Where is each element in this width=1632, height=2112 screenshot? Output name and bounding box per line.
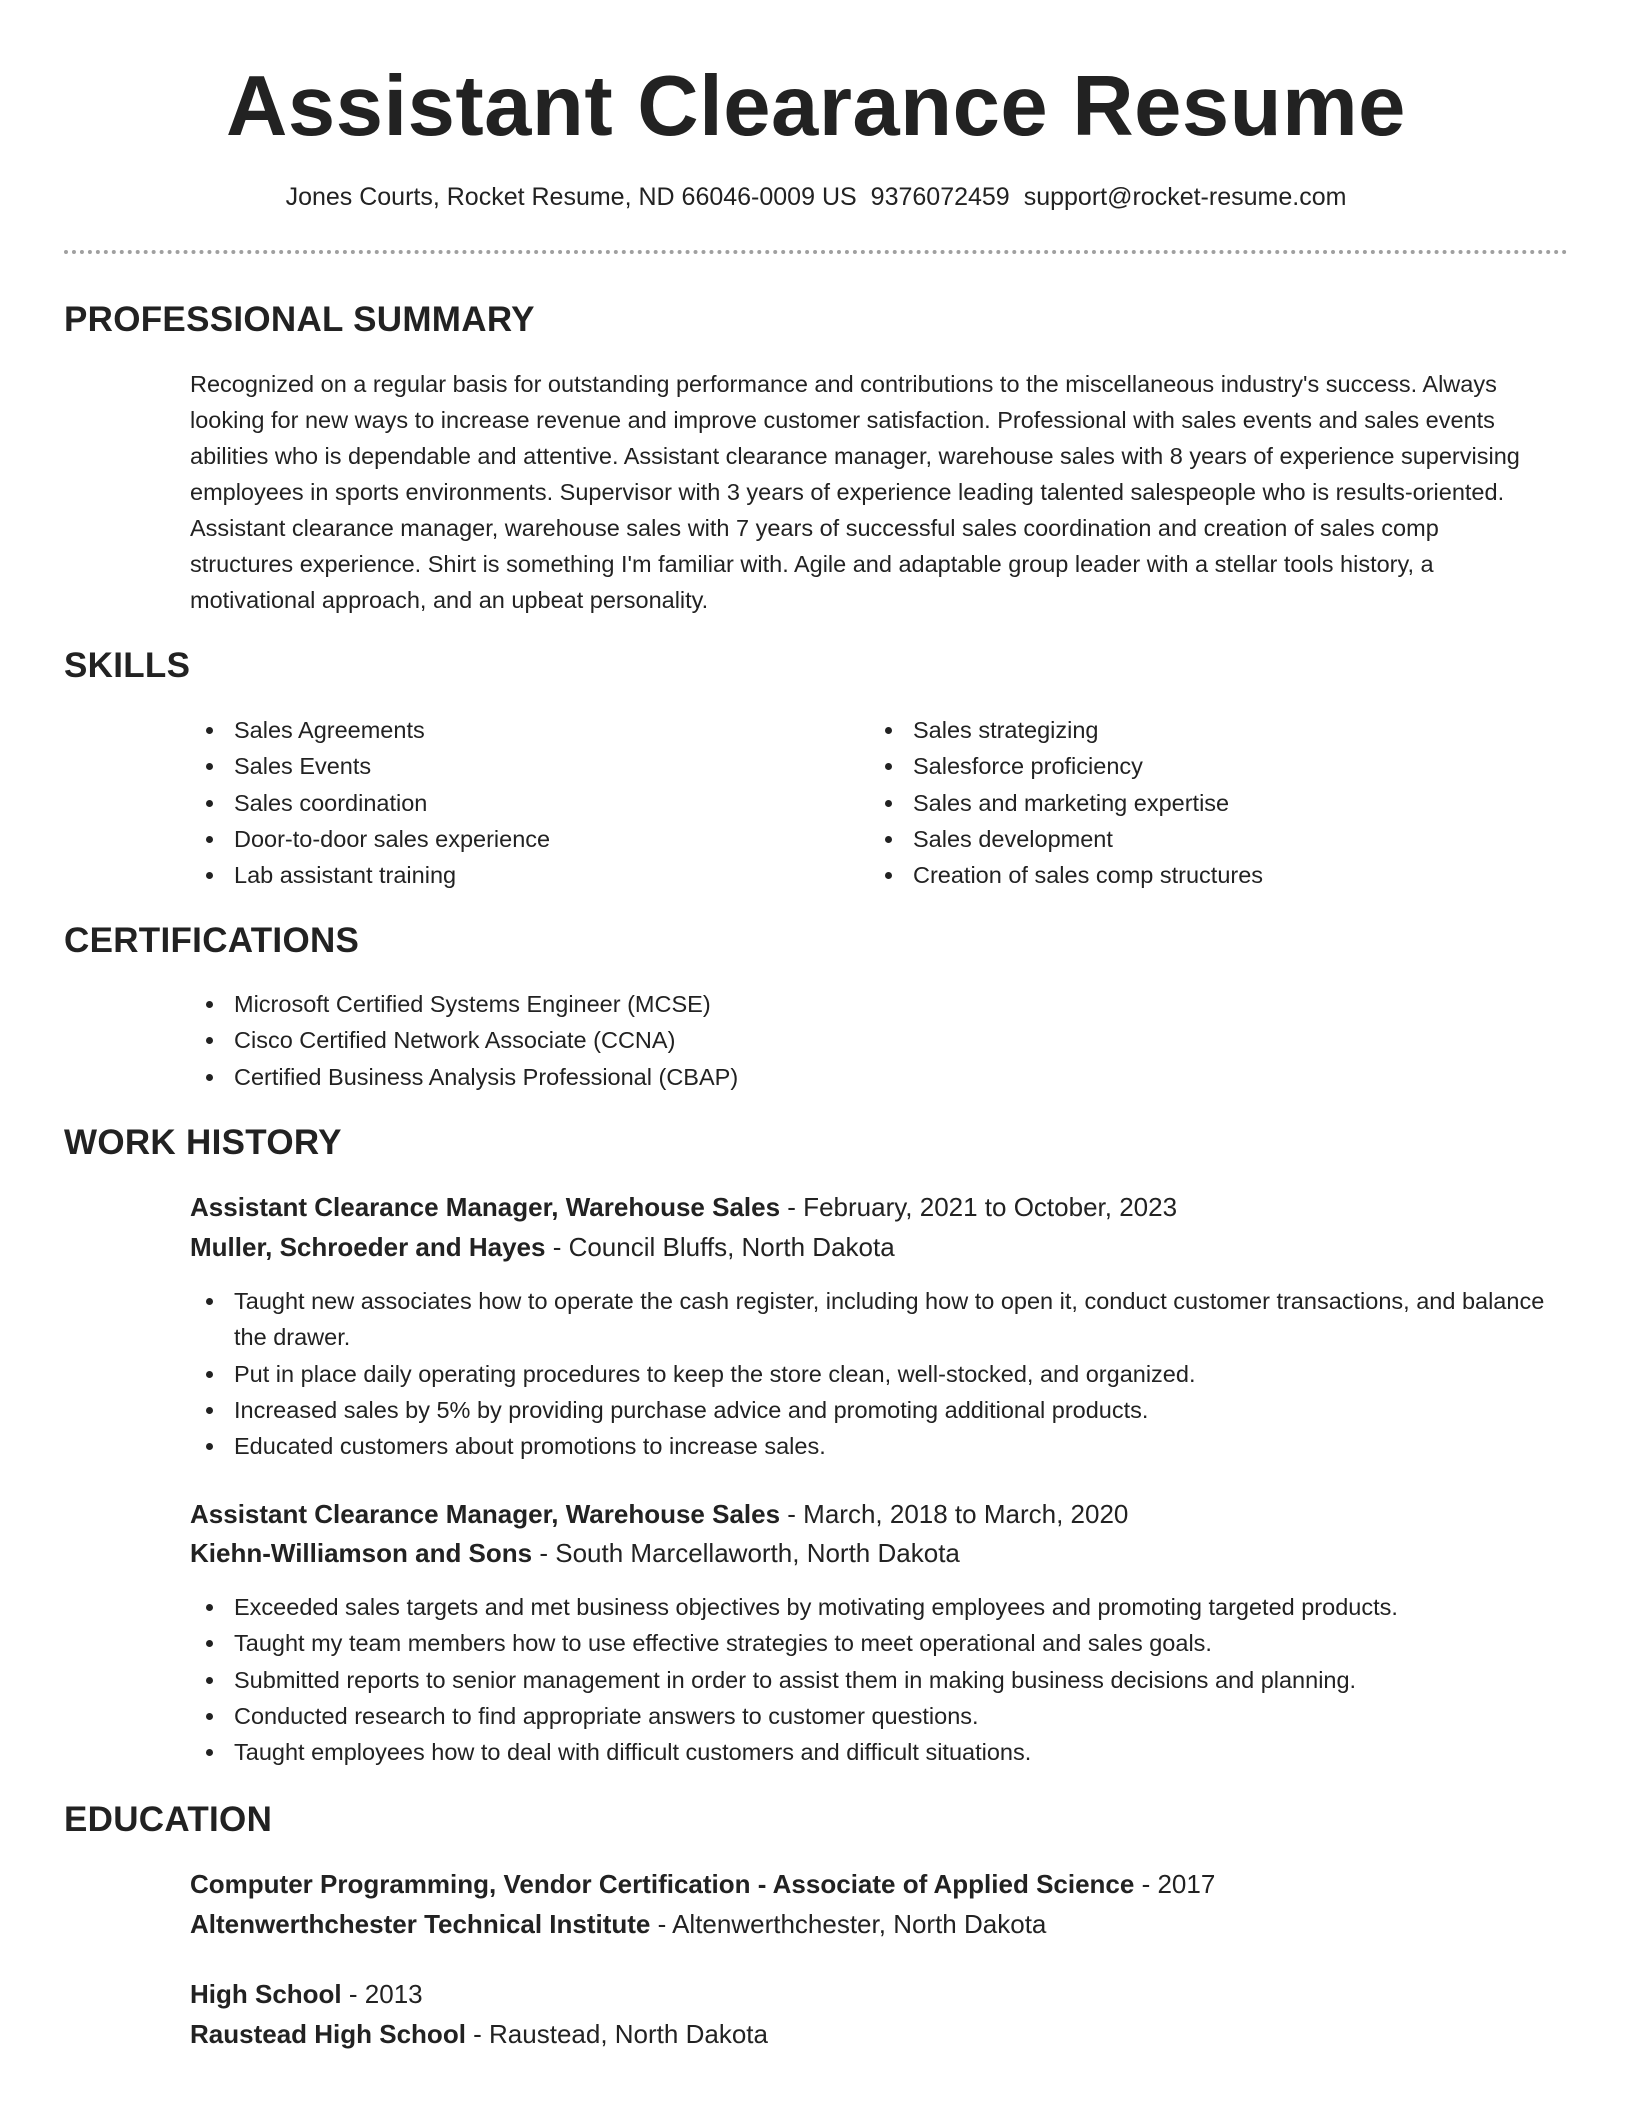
job-company: Muller, Schroeder and Hayes: [190, 1232, 546, 1262]
contact-address: Jones Courts, Rocket Resume, ND 66046-0009 US: [285, 183, 857, 211]
job-bullets: [190, 1283, 1550, 1464]
skills-heading: SKILLS: [64, 646, 191, 685]
skills-list-right: [869, 712, 1489, 893]
job-title-line: [190, 1496, 1128, 1532]
skill-item: Sales Events: [190, 748, 810, 784]
job-dates: - March, 2018 to March, 2020: [780, 1499, 1129, 1529]
skill-item: Sales coordination: [190, 785, 810, 821]
certifications-list: [190, 986, 1490, 1095]
summary-text: Recognized on a regular basis for outstanding performance and contributions to the miscellaneous industry's success. Always looking for new ways to increase revenue and improve customer satisfaction. Professional with sales events and sales events abilities who is dependable and attentive. Assistant clearance manager, warehouse sales with 8 years of experience supervising employees in sports environments. Supervisor with 3 years of experience leading talented salespeople who is results-oriented. Assistant clearance manager, warehouse sales with 7 years of successful sales coordination and creation of sales comp structures experience. Shirt is something I'm familiar with. Agile and adaptable group leader with a stellar tools history, a motivational approach, and an upbeat personality.: [190, 371, 1520, 613]
contact-line: [0, 180, 1632, 214]
resume-title: Assistant Clearance Resume: [226, 59, 1406, 154]
job-title: Assistant Clearance Manager, Warehouse Sales: [190, 1192, 781, 1222]
job-company-line: [190, 1535, 960, 1571]
education-school: Altenwerthchester Technical Institute: [190, 1909, 651, 1939]
skill-item: Sales and marketing expertise: [869, 785, 1489, 821]
education-degree: Computer Programming, Vendor Certification - Associate of Applied Science: [190, 1869, 1135, 1899]
skill-item: Salesforce proficiency: [869, 748, 1489, 784]
contact-phone: 9376072459: [870, 183, 1010, 211]
job-location: - Council Bluffs, North Dakota: [545, 1232, 895, 1262]
summary-heading: PROFESSIONAL SUMMARY: [64, 300, 535, 339]
job-bullet: Conducted research to find appropriate answers to customer questions.: [190, 1698, 1550, 1734]
certification-item: Certified Business Analysis Professional (CBAP): [190, 1059, 1490, 1095]
education-heading: EDUCATION: [64, 1800, 273, 1839]
education-school-line: [190, 2016, 768, 2052]
header-divider: [64, 250, 1568, 254]
job-bullet: Taught my team members how to use effective strategies to meet operational and sales goals.: [190, 1625, 1550, 1661]
job-location: - South Marcellaworth, North Dakota: [532, 1538, 960, 1568]
job-bullet: Educated customers about promotions to increase sales.: [190, 1428, 1550, 1464]
skill-item: Door-to-door sales experience: [190, 821, 810, 857]
job-bullet: Submitted reports to senior management in order to assist them in making business decisions and planning.: [190, 1662, 1550, 1698]
education-degree-line: [190, 1866, 1215, 1902]
job-company-line: [190, 1229, 895, 1265]
job-company: Kiehn-Williamson and Sons: [190, 1538, 533, 1568]
certification-item: Cisco Certified Network Associate (CCNA): [190, 1022, 1490, 1058]
education-degree: High School: [190, 1979, 342, 2009]
work-history-heading: WORK HISTORY: [64, 1123, 342, 1162]
certification-item: Microsoft Certified Systems Engineer (MCSE): [190, 986, 1490, 1022]
job-title: Assistant Clearance Manager, Warehouse Sales: [190, 1499, 781, 1529]
education-school-line: [190, 1906, 1046, 1942]
job-bullets: [190, 1589, 1550, 1770]
skill-item: Sales Agreements: [190, 712, 810, 748]
job-title-line: [190, 1189, 1177, 1225]
skill-item: Creation of sales comp structures: [869, 857, 1489, 893]
job-bullet: Put in place daily operating procedures to keep the store clean, well-stocked, and organized.: [190, 1356, 1550, 1392]
certifications-heading: CERTIFICATIONS: [64, 921, 360, 960]
job-bullet: Taught employees how to deal with difficult customers and difficult situations.: [190, 1734, 1550, 1770]
contact-email: support@rocket-resume.com: [1023, 183, 1347, 211]
skill-item: Lab assistant training: [190, 857, 810, 893]
education-location: - Raustead, North Dakota: [465, 2019, 768, 2049]
job-bullet: Exceeded sales targets and met business objectives by motivating employees and promoting targeted products.: [190, 1589, 1550, 1625]
job-dates: - February, 2021 to October, 2023: [780, 1192, 1178, 1222]
skills-list-left: [190, 712, 810, 893]
education-degree-line: [190, 1976, 423, 2012]
job-bullet: Taught new associates how to operate the cash register, including how to open it, conduct customer transactions, and balance the drawer.: [190, 1283, 1550, 1356]
education-school: Raustead High School: [190, 2019, 466, 2049]
job-bullet: Increased sales by 5% by providing purchase advice and promoting additional products.: [190, 1392, 1550, 1428]
skill-item: Sales strategizing: [869, 712, 1489, 748]
education-year: - 2017: [1134, 1869, 1216, 1899]
skill-item: Sales development: [869, 821, 1489, 857]
education-year: - 2013: [341, 1979, 423, 2009]
education-location: - Altenwerthchester, North Dakota: [650, 1909, 1047, 1939]
